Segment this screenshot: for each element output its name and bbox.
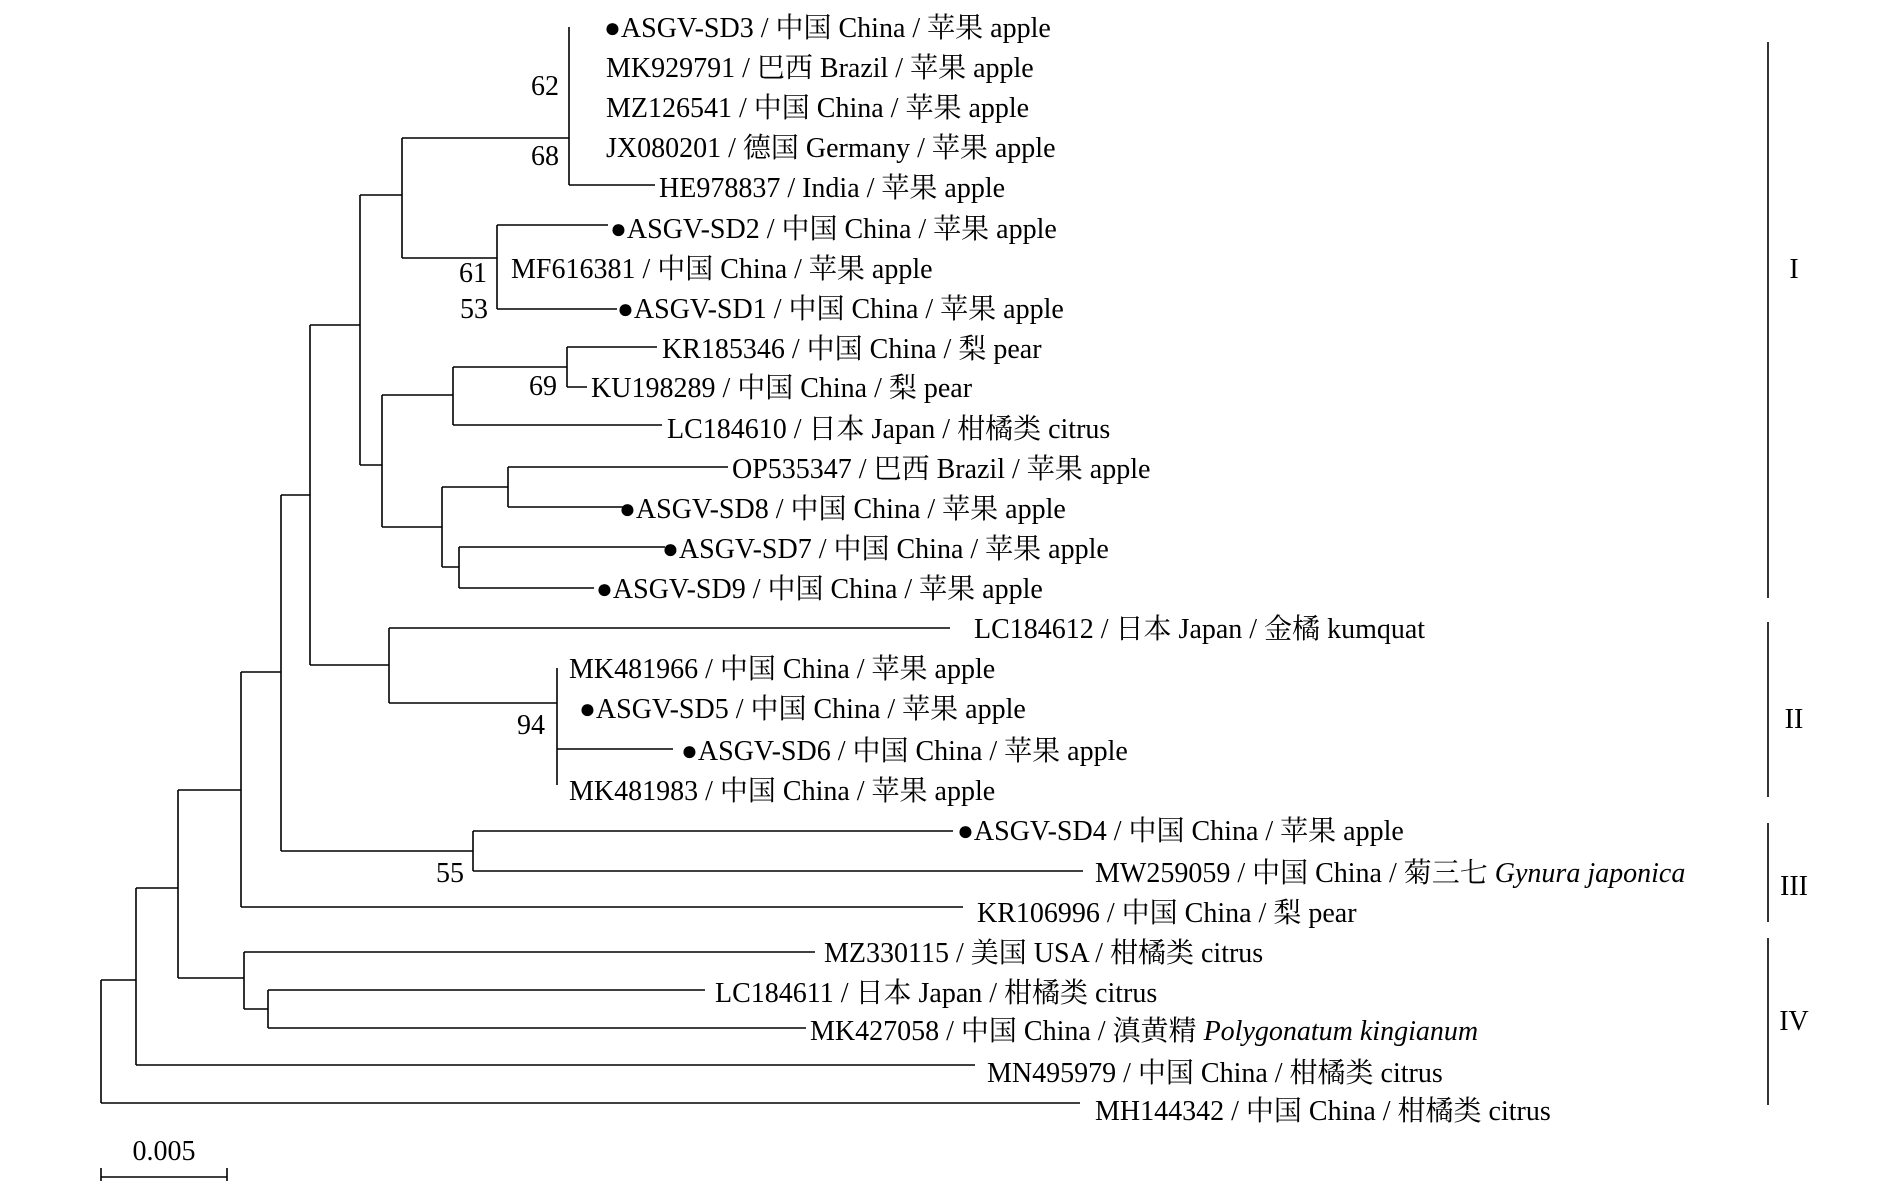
leaf-text: KU198289 / 中国 China / 梨 pear	[591, 373, 973, 404]
leaf-label-op535347	[732, 453, 1150, 485]
group-label-2: II	[1784, 704, 1804, 735]
leaf-text: ASGV-SD9 / 中国 China / 苹果 apple	[612, 574, 1043, 605]
group-label-4: IV	[1779, 1006, 1809, 1037]
leaf-label-lc184611	[715, 976, 1157, 1009]
leaf-text: MK481966 / 中国 China / 苹果 apple	[569, 654, 996, 685]
leaf-label-asgv-sd3	[604, 12, 1051, 44]
leaf-label-asgv-sd8	[619, 493, 1066, 525]
leaf-marker-dot: ●	[610, 214, 627, 245]
leaf-text: KR185346 / 中国 China / 梨 pear	[662, 334, 1042, 365]
leaf-text: MF616381 / 中国 China / 苹果 apple	[511, 254, 933, 285]
leaf-text: LC184612 / 日本 Japan / 金橘 kumquat	[974, 614, 1426, 645]
leaf-label-asgv-sd9	[596, 573, 1043, 605]
bootstrap-value: 69	[529, 371, 557, 402]
bootstrap-values	[436, 71, 559, 889]
leaf-text: HE978837 / India / 苹果 apple	[659, 173, 1006, 204]
leaf-label-jx080201	[606, 132, 1056, 164]
leaf-label-mf616381	[511, 253, 933, 285]
leaf-label-mk481983	[569, 775, 995, 807]
leaf-label-asgv-sd6	[681, 735, 1128, 767]
leaf-label-mn495979	[987, 1056, 1443, 1089]
leaf-text: ASGV-SD6 / 中国 China / 苹果 apple	[697, 736, 1128, 767]
leaf-label-mk427058	[810, 1015, 1478, 1047]
scale-bar	[101, 1136, 227, 1181]
leaf-label-mz126541	[606, 92, 1029, 124]
leaf-text: LC184611 / 日本 Japan / 柑橘类 citrus	[715, 978, 1158, 1009]
leaf-marker-dot: ●	[596, 574, 613, 605]
leaf-label-lc184610	[667, 412, 1110, 445]
bootstrap-value: 55	[436, 858, 464, 889]
leaf-label-kr185346	[662, 333, 1042, 365]
leaf-text: MK929791 / 巴西 Brazil / 苹果 apple	[606, 53, 1034, 84]
bootstrap-value: 62	[531, 71, 559, 102]
leaf-marker-dot: ●	[579, 694, 596, 725]
leaf-labels	[511, 12, 1685, 1127]
leaf-text: ASGV-SD4 / 中国 China / 苹果 apple	[973, 816, 1404, 847]
leaf-label-kr106996	[977, 897, 1357, 929]
bootstrap-value: 53	[460, 294, 488, 325]
leaf-label-mk481966	[569, 653, 995, 685]
leaf-text: MZ330115 / 美国 USA / 柑橘类 citrus	[824, 938, 1264, 969]
leaf-text: MH144342 / 中国 China / 柑橘类 citrus	[1095, 1096, 1551, 1127]
leaf-label-mh144342	[1095, 1094, 1551, 1127]
leaf-text: MN495979 / 中国 China / 柑橘类 citrus	[987, 1058, 1443, 1089]
leaf-text: OP535347 / 巴西 Brazil / 苹果 apple	[732, 454, 1151, 485]
leaf-label-he978837	[659, 172, 1005, 204]
leaf-host-latin-name: Gynura japonica	[1494, 858, 1686, 889]
leaf-marker-dot: ●	[617, 294, 634, 325]
group-label-1: I	[1789, 254, 1799, 285]
group-label-3: III	[1780, 871, 1808, 902]
leaf-label-asgv-sd1	[617, 293, 1064, 325]
bootstrap-value: 61	[459, 258, 487, 289]
leaf-text: ASGV-SD8 / 中国 China / 苹果 apple	[635, 494, 1066, 525]
leaf-marker-dot: ●	[619, 494, 636, 525]
leaf-text: JX080201 / 德国 Germany / 苹果 apple	[606, 133, 1056, 164]
leaf-marker-dot: ●	[957, 816, 974, 847]
leaf-label-mw259059	[1095, 857, 1685, 889]
leaf-label-asgv-sd5	[579, 693, 1026, 725]
scale-bar-label: 0.005	[132, 1136, 196, 1167]
leaf-marker-dot: ●	[604, 13, 621, 44]
leaf-text: MK427058 / 中国 China / 滇黄精	[810, 1016, 1204, 1047]
leaf-label-mz330115	[824, 936, 1263, 969]
bootstrap-value: 94	[517, 710, 545, 741]
leaf-label-ku198289	[591, 372, 973, 404]
leaf-text: ASGV-SD7 / 中国 China / 苹果 apple	[678, 534, 1109, 565]
leaf-text: MZ126541 / 中国 China / 苹果 apple	[606, 93, 1030, 124]
leaf-label-asgv-sd2	[610, 213, 1057, 245]
leaf-label-asgv-sd7	[662, 533, 1109, 565]
leaf-label-lc184612	[974, 612, 1425, 645]
leaf-marker-dot: ●	[681, 736, 698, 767]
leaf-text: KR106996 / 中国 China / 梨 pear	[977, 898, 1357, 929]
leaf-label-asgv-sd4	[957, 815, 1404, 847]
leaf-text: LC184610 / 日本 Japan / 柑橘类 citrus	[667, 414, 1111, 445]
leaf-text: ASGV-SD2 / 中国 China / 苹果 apple	[626, 214, 1057, 245]
leaf-label-mk929791	[606, 52, 1034, 84]
leaf-text: ASGV-SD1 / 中国 China / 苹果 apple	[633, 294, 1064, 325]
leaf-text: ASGV-SD3 / 中国 China / 苹果 apple	[620, 13, 1051, 44]
leaf-text: MK481983 / 中国 China / 苹果 apple	[569, 776, 996, 807]
leaf-text: MW259059 / 中国 China / 菊三七	[1095, 858, 1495, 889]
leaf-text: ASGV-SD5 / 中国 China / 苹果 apple	[595, 694, 1026, 725]
group-brackets	[1768, 42, 1809, 1105]
leaf-host-latin-name: Polygonatum kingianum	[1203, 1016, 1479, 1047]
leaf-marker-dot: ●	[662, 534, 679, 565]
bootstrap-value: 68	[531, 141, 559, 172]
